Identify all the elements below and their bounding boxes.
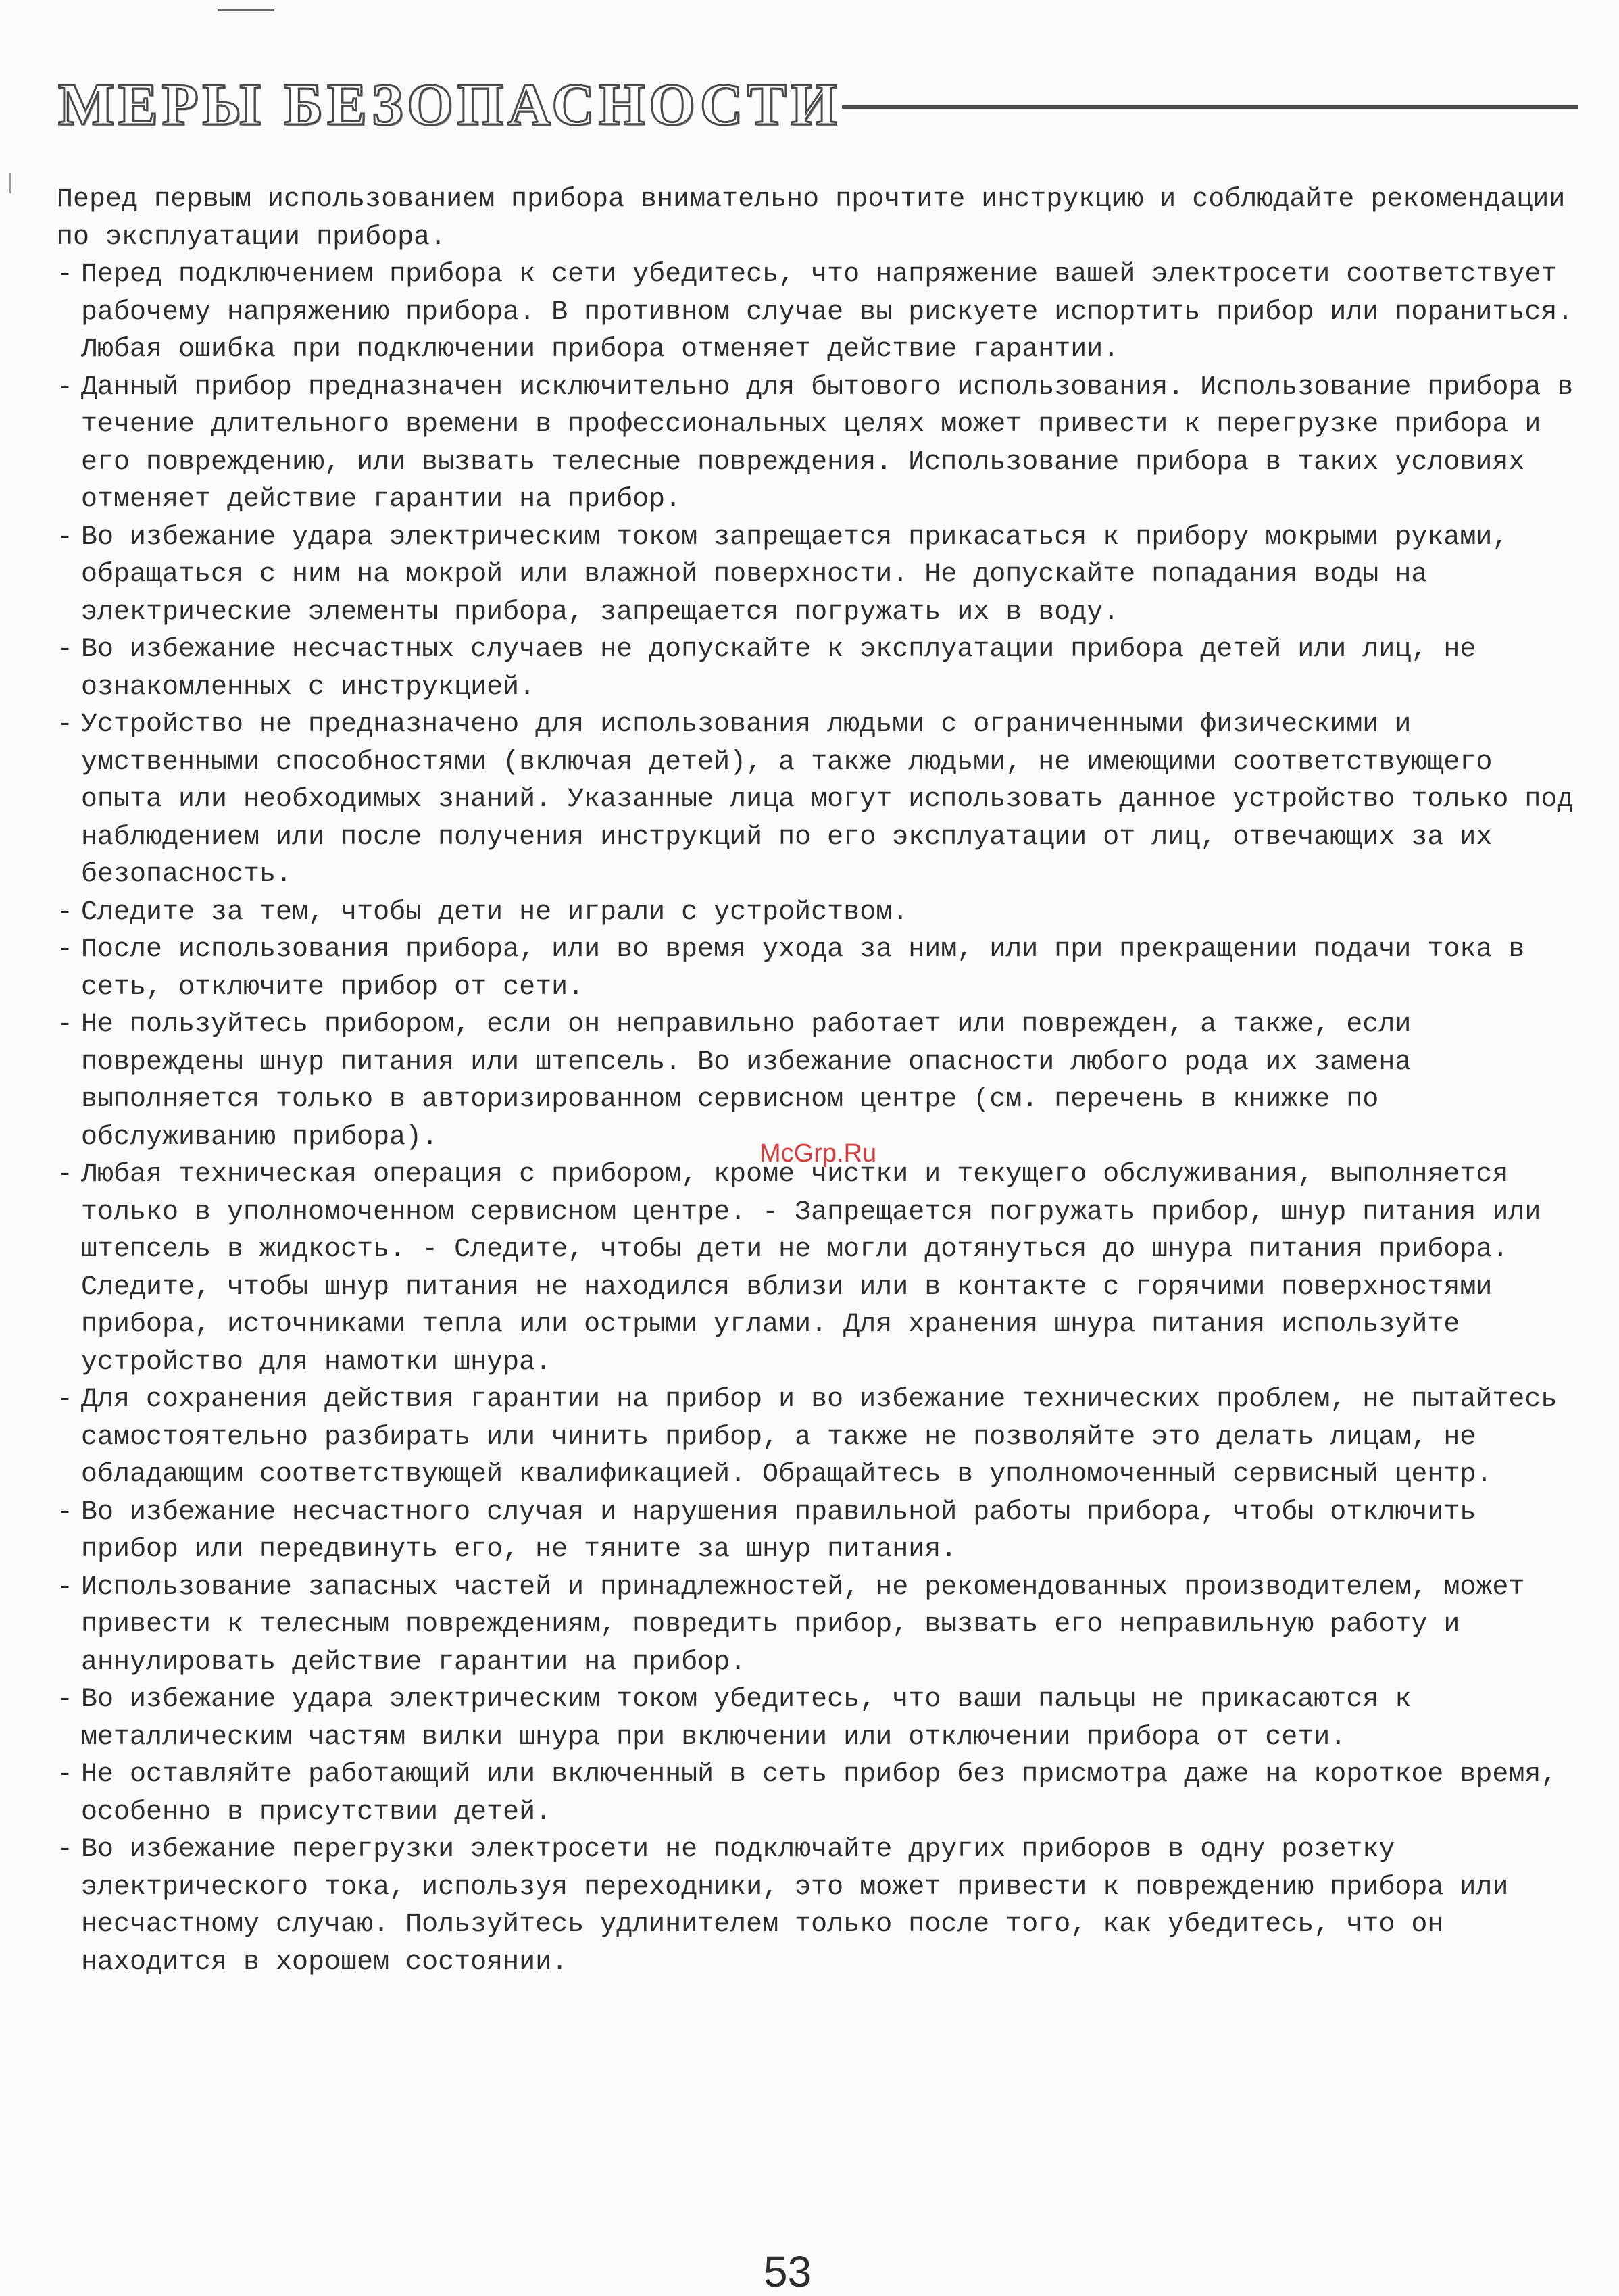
title-rule bbox=[842, 105, 1578, 109]
safety-list bbox=[57, 256, 1577, 1981]
list-item: - Во избежание перегрузки электросети не подключайте других приборов в одну розетку электрического тока, используя переходники, это может привести к повреждению прибора или несчастному случаю. Пользуйтесь удлинителем только после того, как убедитесь, что он находится в хорошем состоянии. bbox=[57, 1831, 1577, 1981]
list-item: - После использования прибора, или во время ухода за ним, или при прекращении подачи тока в сеть, отключите прибор от сети. bbox=[57, 931, 1577, 1006]
page-number: 53 bbox=[764, 2247, 812, 2296]
intro-paragraph: Перед первым использованием прибора внимательно прочтите инструкцию и соблюдайте рекомендации по эксплуатации прибора. bbox=[57, 184, 1566, 253]
list-item: - Следите за тем, чтобы дети не играли с устройством. bbox=[57, 894, 1577, 932]
scan-mark bbox=[218, 9, 274, 11]
safety-text bbox=[57, 181, 1577, 1981]
list-item: - Во избежание удара электрическим током убедитесь, что ваши пальцы не прикасаются к металлическим частям вилки шнура при включении или отключении прибора от сети. bbox=[57, 1681, 1577, 1756]
list-item: - Не пользуйтесь прибором, если он неправильно работает или поврежден, а также, если повреждены шнур питания или штепсель. Во избежание опасности любого рода их замена выполняется только в авторизированном сервисном центре (см. перечень в книжке по обслуживанию прибора). bbox=[57, 1006, 1577, 1156]
list-item: - Использование запасных частей и принадлежностей, не рекомендованных производителем, может привести к телесным повреждениям, повредить прибор, вызвать его неправильную работу и аннулировать действие гарантии на прибор. bbox=[57, 1569, 1577, 1682]
list-item: - Во избежание удара электрическим током запрещается прикасаться к прибору мокрыми руками, обращаться с ним на мокрой или влажной поверхности. Не допускайте попадания воды на электрические элементы прибора, запрещается погружать их в воду. bbox=[57, 519, 1577, 632]
list-item: - Данный прибор предназначен исключительно для бытового использования. Использование прибора в течение длительного времени в профессиональных целях может привести к перегрузке прибора и его повреждению, или вызвать телесные повреждения. Использование прибора в таких условиях отменяет действие гарантии на прибор. bbox=[57, 369, 1577, 519]
list-item: - Для сохранения действия гарантии на прибор и во избежание технических проблем, не пытайтесь самостоятельно разбирать или чинить прибор, а также не позволяйте это делать лицам, не обладающим соответствующей квалификацией. Обращайтесь в уполномоченный сервисный центр. bbox=[57, 1381, 1577, 1494]
list-item: - Перед подключением прибора к сети убедитесь, что напряжение вашей электросети соответствует рабочему напряжению прибора. В противном случае вы рискуете испортить прибор или пораниться. Любая ошибка при подключении прибора отменяет действие гарантии. bbox=[57, 256, 1577, 369]
list-item: - Любая техническая операция с прибором, кроме чистки и текущего обслуживания, выполняется только в уполномоченном сервисном центре. - Запрещается погружать прибор, шнур питания или штепсель в жидкость. - Следите, чтобы дети не могли дотянуться до шнура питания прибора. Следите, чтобы шнур питания не находился вблизи или в контакте с горячими поверхностями прибора, источниками тепла или острыми углами. Для хранения шнура питания используйте устройство для намотки шнура. bbox=[57, 1156, 1577, 1381]
list-item: - Во избежание несчастных случаев не допускайте к эксплуатации прибора детей или лиц, не ознакомленных с инструкцией. bbox=[57, 631, 1577, 706]
watermark: McGrp.Ru bbox=[759, 1139, 877, 1168]
list-item: - Во избежание несчастного случая и нарушения правильной работы прибора, чтобы отключить прибор или передвинуть его, не тяните за шнур питания. bbox=[57, 1494, 1577, 1569]
list-item: - Устройство не предназначено для использования людьми с ограниченными физическими и умственными способностями (включая детей), а также людьми, не имеющими соответствующего опыта или необходимых знаний. Указанные лица могут использовать данное устройство только под наблюдением или после получения инструкций по его эксплуатации от лиц, отвечающих за их безопасность. bbox=[57, 706, 1577, 894]
scan-mark bbox=[9, 173, 11, 193]
page-title: МЕРЫ БЕЗОПАСНОСТИ bbox=[58, 72, 841, 138]
section-header bbox=[58, 65, 1578, 146]
list-item: - Не оставляйте работающий или включенный в сеть прибор без присмотра даже на короткое время, особенно в присутствии детей. bbox=[57, 1756, 1577, 1831]
